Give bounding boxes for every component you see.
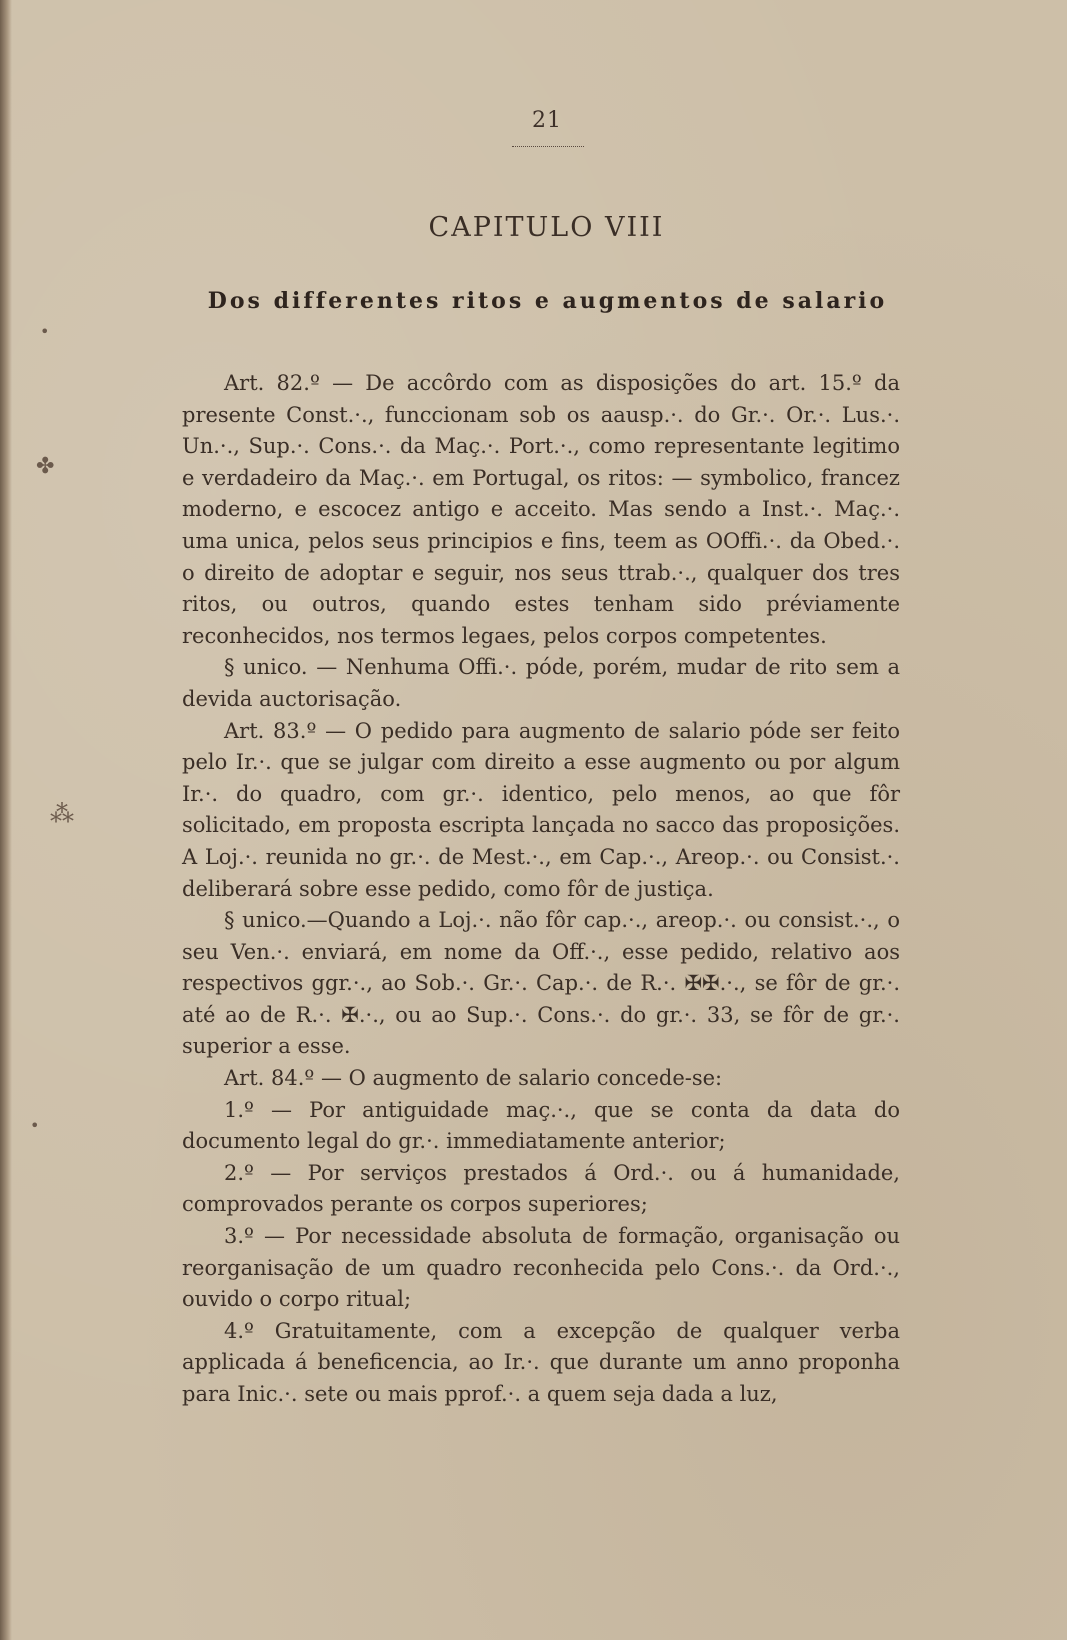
paragraph-art-82: Art. 82.º — De accôrdo com as disposições do art. 15.º da presente Const.·., funccionam sob os aausp.·. do Gr.·. Or.·. Lus.·. Un.·., Sup.·. Cons.·. da Maç.·. Port.·., como representante legitimo e verdadeiro da Maç.·. em Portugal, os ritos: — symbolico, francez moderno, e escocez antigo e acceito. Mas sendo a Inst.·. Maç.·. uma unica, pelos seus principios e fins, teem as OOffi.·. da Obed.·. o direito de adoptar e seguir, nos seus ttrab.·., qualquer dos tres ritos, ou outros, quando estes tenham sido préviamente reconhecidos, nos termos legaes, pelos corpos competentes. <box>182 371 900 648</box>
paragraph-art-83-unico: § unico.—Quando a Loj.·. não fôr cap.·., areop.·. ou consist.·., o seu Ven.·. enviará, em nome da Off.·., esse pedido, relativo aos respectivos ggr.·., ao Sob.·. Gr.·. Cap.·. de R.·. ✠✠.·., se fôr de gr.·. até ao de R.·. ✠.·., ou ao Sup.·. Cons.·. do gr.·. 33, se fôr de gr.·. superior a esse. <box>182 908 900 1059</box>
page-number-rule <box>512 146 584 147</box>
paragraph-item-4: 4.º Gratuitamente, com a excepção de qualquer verba applicada á beneficencia, ao Ir.·. que durante um anno proponha para Inic.·. sete ou mais pprof.·. a quem seja dada a luz, <box>182 1318 900 1406</box>
page-binding-edge <box>0 0 12 1640</box>
page-number: 21 <box>532 108 562 133</box>
paragraph-art-83: Art. 83.º — O pedido para augmento de salario póde ser feito pelo Ir.·. que se julgar com direito a esse augmento ou por algum Ir.·. do quadro, com gr.·. identico, pelo menos, ao que fôr solicitado, em proposta escripta lançada no sacco das proposições. A Loj.·. reunida no gr.·. de Mest.·., em Cap.·., Areop.·. ou Consist.·. deliberará sobre esse pedido, como fôr de justiça. <box>182 718 900 901</box>
paragraph-item-3: 3.º — Por necessidade absoluta de formação, organisação ou reorganisação de um quadro reconhecida pelo Cons.·. da Ord.·., ouvido o corpo ritual; <box>182 1224 900 1312</box>
paragraph-item-2: 2.º — Por serviços prestados á Ord.·. ou á humanidade, comprovados perante os corpos superiores; <box>182 1160 900 1217</box>
margin-speck: • <box>30 1116 40 1135</box>
paragraph-art-82-unico: § unico. — Nenhuma Offi.·. póde, porém, mudar de rito sem a devida auctorisação. <box>182 655 900 711</box>
chapter-title: CAPITULO VIII <box>428 212 665 243</box>
paragraph-item-1: 1.º — Por antiguidade maç.·., que se conta da data do documento legal do gr.·. immediatamente anterior; <box>182 1097 900 1154</box>
paragraph-art-84: Art. 84.º — O augmento de salario concede-se: <box>224 1066 723 1091</box>
margin-ornament: ⁂ <box>50 800 74 828</box>
margin-speck: • <box>40 322 50 341</box>
body-text <box>182 368 900 1411</box>
margin-ornament: ✤ <box>36 454 55 479</box>
chapter-subtitle: Dos differentes ritos e augmentos de salario <box>207 288 888 314</box>
